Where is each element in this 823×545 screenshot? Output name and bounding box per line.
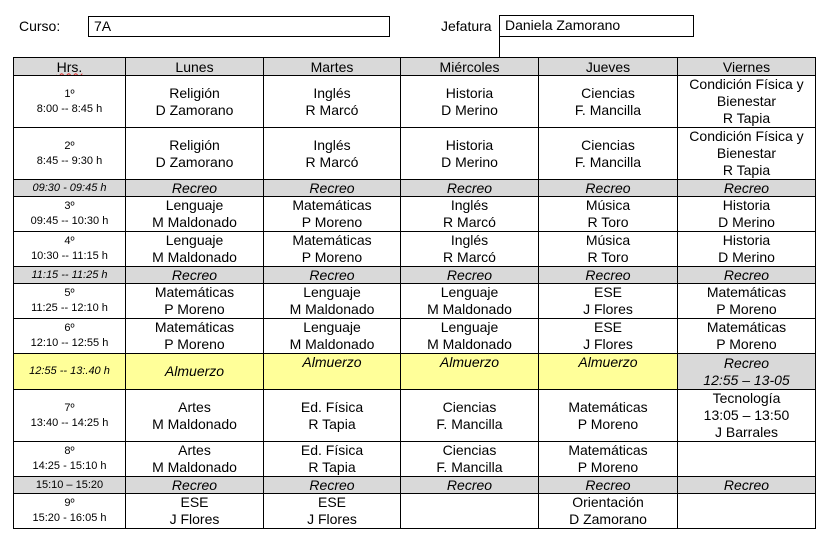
subject-detail: R Tapia bbox=[308, 459, 356, 475]
connector-line bbox=[499, 37, 500, 57]
period-number: 2º bbox=[64, 139, 75, 152]
break-row bbox=[14, 477, 816, 494]
subject-detail: Bienestar bbox=[716, 145, 777, 161]
col-header-martes: Martes bbox=[264, 58, 401, 76]
subject-cell bbox=[126, 494, 264, 529]
subject-name: Almuerzo bbox=[302, 354, 362, 370]
subject-name: Matemáticas bbox=[292, 197, 372, 213]
subject-detail: P Moreno bbox=[577, 415, 639, 432]
subject-name: Ciencias bbox=[581, 136, 635, 153]
subject-detail: D Merino bbox=[441, 153, 498, 170]
class-row bbox=[14, 319, 816, 354]
subject-detail: R Toro bbox=[587, 214, 629, 230]
hour-cell bbox=[14, 442, 126, 477]
hour-cell bbox=[14, 76, 126, 128]
subject-name: Historia bbox=[445, 136, 494, 153]
col-header-hrs: Hrs. bbox=[14, 58, 126, 76]
subject-name: Orientación bbox=[572, 494, 644, 510]
period-number: 7º bbox=[64, 401, 75, 414]
break-cell: Recreo bbox=[678, 477, 816, 494]
col-header-jueves: Jueves bbox=[539, 58, 678, 76]
subject-detail: P Moreno bbox=[716, 301, 777, 317]
subject-detail: R Marcó bbox=[443, 214, 496, 230]
subject-cell bbox=[678, 284, 816, 319]
hour-cell bbox=[14, 390, 126, 442]
break-cell: Recreo bbox=[126, 267, 264, 284]
break-cell: Recreo bbox=[401, 477, 539, 494]
break-cell: Recreo bbox=[678, 267, 816, 284]
lunch-cell bbox=[126, 354, 264, 390]
subject-cell bbox=[539, 442, 678, 477]
class-row bbox=[14, 390, 816, 442]
subject-name: Lenguaje bbox=[440, 319, 499, 335]
jefatura-field: Daniela Zamorano bbox=[499, 15, 694, 37]
empty-cell bbox=[678, 442, 816, 477]
subject-detail: J Flores bbox=[307, 511, 357, 527]
subject-detail: M Maldonado bbox=[152, 415, 237, 432]
subject-detail: M Maldonado bbox=[289, 301, 375, 317]
subject-detail: P Moreno bbox=[164, 301, 225, 317]
period-time: 12:55 -- 13:.40 h bbox=[29, 365, 110, 377]
hour-cell bbox=[14, 319, 126, 354]
subject-cell bbox=[539, 494, 678, 529]
subject-detail: P Moreno bbox=[164, 336, 225, 352]
empty-cell bbox=[401, 494, 539, 529]
subject-detail: M Maldonado bbox=[152, 249, 237, 265]
subject-name: Lenguaje bbox=[440, 284, 499, 300]
subject-name: Inglés bbox=[313, 136, 351, 153]
subject-cell bbox=[401, 232, 539, 267]
subject-name: Matemáticas bbox=[292, 232, 372, 248]
subject-cell bbox=[539, 76, 678, 128]
subject-detail: F. Mancilla bbox=[436, 459, 503, 475]
subject-cell bbox=[126, 442, 264, 477]
subject-cell bbox=[264, 494, 401, 529]
subject-detail: F. Mancilla bbox=[574, 153, 642, 170]
subject-name: Historia bbox=[445, 84, 494, 101]
hour-cell bbox=[14, 197, 126, 232]
class-row bbox=[14, 197, 816, 232]
header-row bbox=[14, 58, 816, 76]
subject-name: Ed. Física bbox=[300, 398, 364, 415]
subject-cell bbox=[264, 197, 401, 232]
subject-cell bbox=[401, 197, 539, 232]
subject-name: ESE bbox=[317, 494, 346, 510]
period-number: 6º bbox=[64, 322, 75, 334]
break-row bbox=[14, 180, 816, 197]
class-row bbox=[14, 76, 816, 128]
subject-cell bbox=[401, 128, 539, 180]
period-time: 12:10 -- 12:55 h bbox=[30, 337, 109, 349]
subject-name: Almuerzo bbox=[578, 354, 638, 370]
hour-cell bbox=[14, 477, 126, 494]
period-number: 1º bbox=[64, 87, 75, 100]
subject-cell bbox=[401, 442, 539, 477]
subject-name: Religión bbox=[169, 136, 220, 153]
period-time: 15:10 – 15:20 bbox=[35, 478, 104, 491]
curso-field: 7A bbox=[88, 16, 390, 37]
col-header-lunes: Lunes bbox=[126, 58, 264, 76]
subject-cell bbox=[539, 319, 678, 354]
break-cell: Recreo bbox=[126, 180, 264, 197]
subject-cell bbox=[539, 232, 678, 267]
subject-detail: R Tapia bbox=[722, 162, 771, 178]
subject-cell bbox=[126, 197, 264, 232]
col-header-viernes: Viernes bbox=[678, 58, 816, 76]
subject-detail: D Merino bbox=[718, 249, 775, 265]
subject-name: Condición Física y bbox=[689, 128, 804, 144]
subject-name: Ciencias bbox=[442, 442, 497, 458]
period-time: 8:00 -- 8:45 h bbox=[36, 102, 103, 115]
break-cell: Recreo bbox=[264, 477, 401, 494]
subject-cell bbox=[401, 390, 539, 442]
subject-cell bbox=[678, 197, 816, 232]
subject-name: ESE bbox=[593, 284, 622, 300]
subject-detail: D Zamorano bbox=[569, 511, 647, 527]
period-number: 5º bbox=[64, 287, 75, 299]
subject-name: ESE bbox=[593, 319, 622, 335]
class-row bbox=[14, 284, 816, 319]
break-row bbox=[14, 267, 816, 284]
subject-cell bbox=[264, 284, 401, 319]
subject-name: Historia bbox=[722, 232, 771, 248]
break-cell: Recreo bbox=[678, 180, 816, 197]
subject-cell bbox=[401, 76, 539, 128]
hour-cell bbox=[14, 180, 126, 197]
subject-cell bbox=[126, 128, 264, 180]
subject-detail: P Moreno bbox=[301, 214, 363, 230]
subject-name: Artes bbox=[178, 398, 211, 415]
period-number: 9º bbox=[64, 497, 75, 509]
empty-cell bbox=[678, 494, 816, 529]
subject-detail: D Zamorano bbox=[155, 153, 234, 170]
hour-cell bbox=[14, 354, 126, 390]
lunch-cell bbox=[678, 354, 816, 390]
subject-cell bbox=[678, 128, 816, 180]
subject-detail: M Maldonado bbox=[427, 336, 512, 352]
subject-name: Almuerzo bbox=[439, 354, 500, 370]
subject-name: Condición Física y bbox=[689, 76, 804, 92]
subject-name: Ciencias bbox=[442, 398, 497, 415]
col-header-miercoles: Miércoles bbox=[401, 58, 539, 76]
subject-name: Matemáticas bbox=[568, 398, 648, 415]
subject-cell bbox=[401, 319, 539, 354]
class-row bbox=[14, 128, 816, 180]
subject-detail: F. Mancilla bbox=[574, 101, 642, 118]
subject-name: Religión bbox=[169, 84, 220, 101]
subject-name: Lenguaje bbox=[303, 284, 361, 300]
period-number: 3º bbox=[64, 200, 75, 212]
break-cell: Recreo bbox=[126, 477, 264, 494]
subject-name: Artes bbox=[178, 442, 211, 458]
subject-cell bbox=[126, 76, 264, 128]
subject-detail: J Flores bbox=[169, 511, 220, 527]
break-cell: Recreo bbox=[401, 180, 539, 197]
subject-cell bbox=[264, 232, 401, 267]
subject-name: Ciencias bbox=[581, 84, 635, 101]
subject-detail: 12:55 – 13-05 bbox=[703, 371, 790, 388]
break-cell: Recreo bbox=[539, 180, 678, 197]
period-time: 13:40 -- 14:25 h bbox=[30, 416, 109, 429]
subject-cell bbox=[678, 319, 816, 354]
subject-name: Tecnología bbox=[712, 390, 781, 406]
subject-cell bbox=[401, 284, 539, 319]
subject-cell bbox=[539, 197, 678, 232]
period-time: 15:20 - 16:05 h bbox=[32, 512, 107, 524]
subject-name: Historia bbox=[722, 197, 771, 213]
subject-name: Música bbox=[585, 197, 631, 213]
subject-cell bbox=[678, 76, 816, 128]
subject-detail: M Maldonado bbox=[152, 459, 237, 475]
subject-name: Inglés bbox=[450, 232, 489, 248]
subject-cell bbox=[264, 442, 401, 477]
subject-detail: R Toro bbox=[587, 249, 629, 265]
hour-cell bbox=[14, 267, 126, 284]
period-number: 8º bbox=[64, 445, 75, 457]
subject-cell bbox=[264, 128, 401, 180]
subject-detail: D Merino bbox=[441, 101, 498, 118]
subject-cell bbox=[126, 284, 264, 319]
class-row bbox=[14, 494, 816, 529]
lunch-cell bbox=[401, 354, 539, 390]
subject-name: Almuerzo bbox=[164, 363, 225, 379]
period-time: 11:25 -- 12:10 h bbox=[31, 302, 108, 314]
break-cell: Recreo bbox=[264, 267, 401, 284]
subject-name: Matemáticas bbox=[154, 284, 235, 300]
period-time: 11:15 -- 11:25 h bbox=[31, 268, 108, 281]
hour-cell bbox=[14, 284, 126, 319]
subject-name: Inglés bbox=[313, 84, 351, 101]
subject-detail: J Flores bbox=[583, 336, 633, 352]
subject-cell bbox=[264, 319, 401, 354]
break-cell: Recreo bbox=[401, 267, 539, 284]
subject-detail: R Tapia bbox=[722, 110, 771, 126]
jefatura-label: Jefatura bbox=[441, 18, 492, 34]
subject-detail: M Maldonado bbox=[289, 336, 375, 352]
subject-detail: M Maldonado bbox=[427, 301, 512, 317]
lunch-row bbox=[14, 354, 816, 390]
subject-name: Recreo bbox=[723, 354, 770, 371]
subject-name: Matemáticas bbox=[706, 284, 787, 300]
lunch-cell bbox=[264, 354, 401, 390]
subject-detail: R Marcó bbox=[305, 101, 359, 118]
subject-name: Música bbox=[585, 232, 631, 248]
period-time: 09:30 - 09:45 h bbox=[32, 181, 107, 194]
subject-cell bbox=[678, 390, 816, 442]
hour-cell bbox=[14, 232, 126, 267]
subject-detail: P Moreno bbox=[301, 249, 363, 265]
subject-name: Lenguaje bbox=[303, 319, 361, 335]
subject-cell bbox=[539, 284, 678, 319]
subject-detail: D Zamorano bbox=[155, 101, 234, 118]
period-time: 10:30 -- 11:15 h bbox=[31, 250, 108, 262]
subject-name: Matemáticas bbox=[706, 319, 787, 335]
subject-detail: M Maldonado bbox=[152, 214, 237, 230]
hour-cell bbox=[14, 494, 126, 529]
subject-name: Inglés bbox=[450, 197, 489, 213]
subject-detail: R Marcó bbox=[305, 153, 359, 170]
subject-detail: J Flores bbox=[583, 301, 633, 317]
break-cell: Recreo bbox=[539, 477, 678, 494]
subject-cell bbox=[264, 76, 401, 128]
hour-cell bbox=[14, 128, 126, 180]
subject-name: Matemáticas bbox=[154, 319, 235, 335]
subject-detail: 13:05 – 13:50 bbox=[703, 407, 790, 423]
subject-name: Ed. Física bbox=[300, 442, 364, 458]
subject-cell bbox=[126, 232, 264, 267]
subject-detail: R Marcó bbox=[443, 249, 496, 265]
subject-cell bbox=[539, 128, 678, 180]
subject-detail: Bienestar bbox=[716, 93, 777, 109]
subject-cell bbox=[126, 319, 264, 354]
subject-cell bbox=[126, 390, 264, 442]
lunch-cell bbox=[539, 354, 678, 390]
curso-label: Curso: bbox=[19, 18, 61, 34]
period-time: 09:45 -- 10:30 h bbox=[30, 215, 109, 227]
period-time: 8:45 -- 9:30 h bbox=[36, 154, 103, 167]
class-row bbox=[14, 232, 816, 267]
subject-cell bbox=[264, 390, 401, 442]
subject-name: Lenguaje bbox=[165, 232, 224, 248]
subject-name: ESE bbox=[180, 494, 209, 510]
subject-detail: P Moreno bbox=[716, 336, 777, 352]
period-time: 14:25 - 15:10 h bbox=[32, 460, 107, 472]
subject-detail: F. Mancilla bbox=[436, 415, 503, 432]
subject-detail: D Merino bbox=[718, 214, 775, 230]
class-row bbox=[14, 442, 816, 477]
subject-detail: R Tapia bbox=[308, 415, 356, 432]
subject-name: Matemáticas bbox=[568, 442, 648, 458]
period-number: 4º bbox=[64, 235, 75, 247]
subject-detail: P Moreno bbox=[577, 459, 639, 475]
subject-cell bbox=[539, 390, 678, 442]
subject-name: Lenguaje bbox=[165, 197, 224, 213]
subject-detail: J Barrales bbox=[714, 424, 779, 440]
schedule-table bbox=[13, 57, 816, 529]
subject-cell bbox=[678, 232, 816, 267]
break-cell: Recreo bbox=[264, 180, 401, 197]
break-cell: Recreo bbox=[539, 267, 678, 284]
